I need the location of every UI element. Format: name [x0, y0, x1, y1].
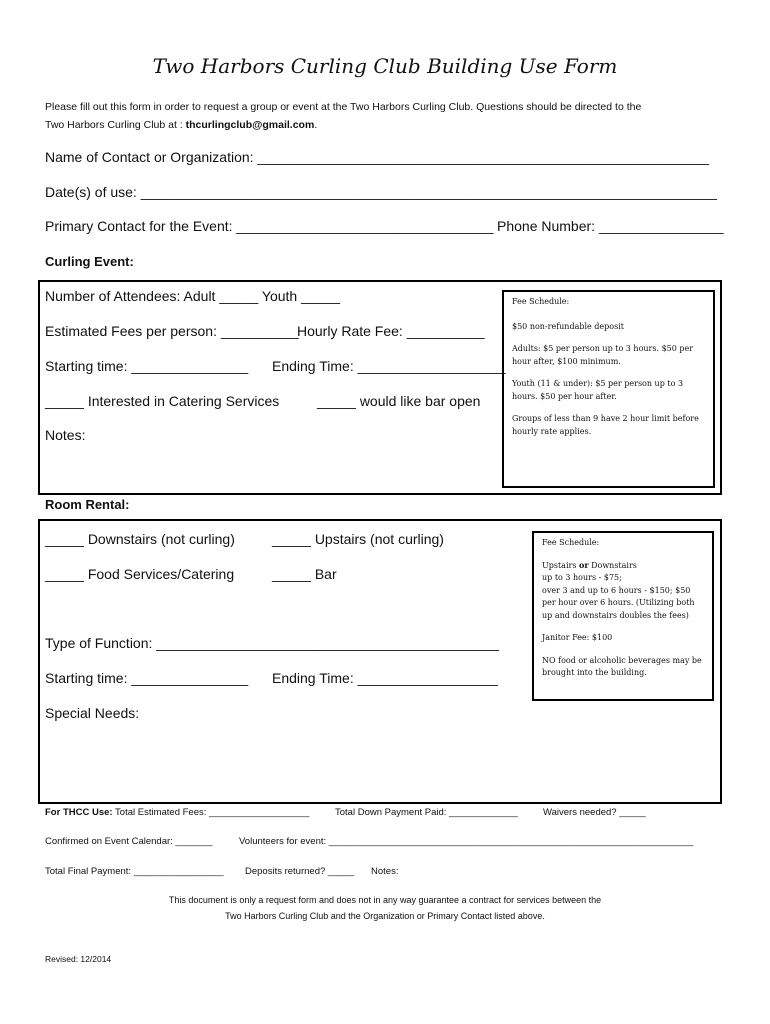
room-fee-rates [542, 559, 704, 623]
catering-interest-field[interactable]: _____ Interested in Catering Services [45, 393, 280, 409]
disclaimer [0, 892, 770, 924]
no-food-note: NO food or alcoholic beverages may be brought into the building. [542, 655, 702, 677]
hourly-rate-field[interactable]: Hourly Rate Fee: __________ [297, 323, 485, 339]
room-fee-line1a: Upstairs [542, 560, 579, 570]
janitor-fee: Janitor Fee: $100 [542, 633, 613, 642]
downstairs-field[interactable]: _____ Downstairs (not curling) [45, 531, 235, 547]
thcc-notes-label[interactable]: Notes: [371, 866, 399, 877]
dates-of-use-field[interactable]: Date(s) of use: __________________________________________________________________________ [45, 184, 717, 200]
room-fee-line2: up to 3 hours - $75; [542, 573, 622, 582]
curling-event-heading: Curling Event: [45, 254, 134, 269]
curling-end-time-field[interactable]: Ending Time: ___________________ [272, 358, 506, 374]
room-start-time-field[interactable]: Starting time: _______________ [45, 670, 249, 686]
fee-deposit: $50 non-refundable deposit [512, 321, 624, 331]
thcc-use-line [45, 807, 309, 818]
fee-adults: Adults: $5 per person up to 3 hours. $50 per hour after, $100 minimum. [512, 344, 694, 366]
final-payment-field[interactable]: Total Final Payment: _________________ [45, 866, 224, 877]
upstairs-field[interactable]: _____ Upstairs (not curling) [272, 531, 444, 547]
estimated-fees-field[interactable]: Estimated Fees per person: __________ [45, 323, 299, 339]
form-title: Two Harbors Curling Club Building Use Form [152, 54, 618, 78]
room-fee-line1c: Downstairs [588, 560, 637, 570]
curling-fee-schedule [502, 290, 715, 488]
down-payment-field[interactable]: Total Down Payment Paid: _____________ [335, 807, 518, 818]
phone-number-field[interactable]: Phone Number: ________________ [497, 218, 724, 234]
function-type-field[interactable]: Type of Function: ____________________________________________ [45, 635, 499, 651]
room-fee-schedule [532, 531, 714, 701]
intro-text-2: Two Harbors Curling Club at : [45, 119, 186, 131]
bar-open-field[interactable]: _____ would like bar open [317, 393, 481, 409]
contact-email[interactable]: thcurlingclub@gmail.com [185, 119, 315, 131]
volunteers-field[interactable]: Volunteers for event: _____________________________________________________________________ [239, 836, 694, 847]
attendees-field[interactable]: Number of Attendees: Adult _____ Youth _____ [45, 288, 341, 304]
special-needs-label[interactable]: Special Needs: [45, 705, 140, 721]
room-fee-line3: over 3 and up to 6 hours - $150; $50 per hour over 6 hours. (Utilizing both up and downstairs doubles the fees) [542, 585, 695, 620]
thcc-use-label: For THCC Use: [45, 807, 113, 818]
curling-notes-label[interactable]: Notes: [45, 427, 86, 443]
curling-start-time-field[interactable]: Starting time: _______________ [45, 358, 249, 374]
intro-text: Please fill out this form in order to request a group or event at the Two Harbors Curling Club. Questions should be directed to the [45, 101, 642, 113]
waivers-field[interactable]: Waivers needed? _____ [543, 807, 646, 818]
fee-schedule-title: Fee Schedule: [512, 297, 570, 306]
room-rental-heading: Room Rental: [45, 497, 130, 512]
total-estimated-fees-field[interactable]: Total Estimated Fees: ___________________ [112, 807, 310, 818]
bar-field[interactable]: _____ Bar [272, 566, 337, 582]
calendar-confirmed-field[interactable]: Confirmed on Event Calendar: _______ [45, 836, 213, 847]
food-services-field[interactable]: _____ Food Services/Catering [45, 566, 235, 582]
room-end-time-field[interactable]: Ending Time: __________________ [272, 670, 498, 686]
disclaimer-line2: Two Harbors Curling Club and the Organization or Primary Contact listed above. [225, 911, 545, 921]
revised-date: Revised: 12/2014 [45, 954, 112, 964]
deposits-returned-field[interactable]: Deposits returned? _____ [245, 866, 355, 877]
intro-text-3: . [314, 119, 318, 131]
intro-paragraph [45, 98, 725, 134]
contact-name-field[interactable]: Name of Contact or Organization: __________________________________________________________ [45, 149, 710, 165]
room-fee-title: Fee Schedule: [542, 538, 600, 547]
fee-youth: Youth (11 & under): $5 per person up to 3 hours. $50 per hour after. [512, 379, 684, 401]
primary-contact-field[interactable]: Primary Contact for the Event: _________________________________ [45, 218, 494, 234]
fee-groups: Groups of less than 9 have 2 hour limit before hourly rate applies. [512, 414, 699, 436]
room-fee-or: or [578, 559, 589, 570]
disclaimer-line1: This document is only a request form and does not in any way guarantee a contract for services between the [168, 895, 602, 905]
